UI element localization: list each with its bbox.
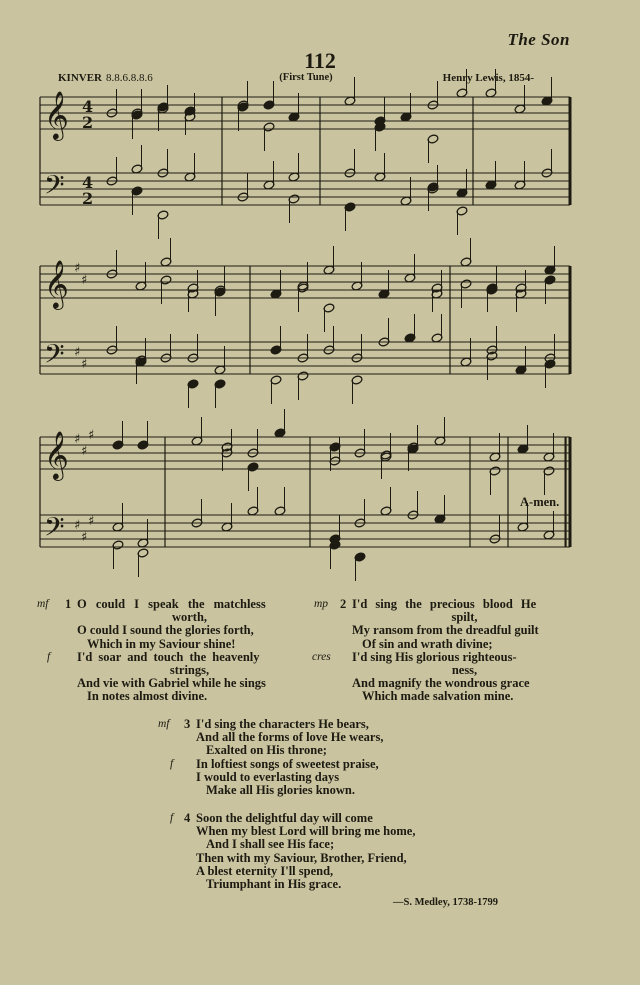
time-signature-top: 4 [82,173,94,192]
time-signature-bottom: 2 [82,189,94,208]
verse-1 [37,597,302,704]
verse-line: I would to everlasting days [196,769,340,784]
verse-line: And all the forms of love He wears, [196,730,384,745]
verse-3 [158,717,456,798]
verse-line: spilt, [451,610,478,625]
tune-note: (First Tune) [279,72,333,83]
bass-clef: 𝄢 [44,338,65,376]
verse-line: Make all His glories known. [206,783,355,798]
sharp-sign: ♯ [74,518,81,533]
verse-number: 1 [65,597,72,611]
sharp-sign: ♯ [74,261,81,276]
verse-number: 3 [184,717,191,731]
sharp-sign: ♯ [74,345,81,360]
verse-line: Triumphant in His grace. [206,877,342,892]
verse-line: In notes almost divine. [87,689,208,704]
verse-line: Which in my Saviour shine! [87,636,236,651]
sharp-sign: ♯ [81,357,88,372]
dynamic-mark: mp [314,598,329,610]
dynamic-mark: mf [37,598,49,610]
verse-line: When my blest Lord will bring me home, [196,824,416,839]
verse-line: Of sin and wrath divine; [362,636,493,651]
verse-line: 2 I'd sing the precious blood He [340,597,537,611]
sharp-sign: ♯ [81,273,88,288]
verse-line: Exalted on His throne; [206,743,327,758]
verse-number: 2 [340,597,347,611]
verse-number: 4 [184,811,191,825]
verse-line: worth, [171,610,208,625]
time-signature-top: 4 [82,97,94,116]
verse-line: ness, [451,663,478,678]
sharp-sign: ♯ [88,514,95,529]
verse-line: In loftiest songs of sweetest praise, [196,756,379,771]
treble-clef: 𝄞 [44,430,69,479]
treble-clef: 𝄞 [44,259,69,308]
tune-name-label: KINVER [58,72,103,84]
verse-line: And vie with Gabriel while he sings [77,676,266,691]
bass-clef: 𝄢 [44,169,65,207]
sharp-sign: ♯ [81,444,88,459]
verse-2 [312,597,577,704]
dynamic-mark: cres [312,651,331,663]
dynamic-mark: f [170,812,174,824]
amen-text: A-men. [520,495,560,509]
sharp-sign: ♯ [81,530,88,545]
time-signature-bottom: 2 [82,113,94,132]
sharp-sign: ♯ [88,428,95,443]
section-title: The Son [507,30,570,49]
verse-line: And magnify the wondrous grace [352,676,530,691]
verse-line: I'd soar and touch the heavenly [77,649,260,664]
treble-clef: 𝄞 [44,90,69,139]
hymn-number: 112 [304,48,336,73]
verse-line: Then with my Saviour, Brother, Friend, [196,850,407,865]
dynamic-mark: f [47,651,51,663]
tune-meter: 8.8.6.8.8.6 [106,72,153,84]
verse-line: My ransom from the dreadful guilt [352,623,539,638]
dynamic-mark: f [170,758,174,770]
dynamic-mark: mf [158,718,170,730]
verse-line: I'd sing His glorious righteous- [352,649,517,664]
bass-clef: 𝄢 [44,511,65,549]
verse-line: O could I sound the glories forth, [77,623,254,638]
composer: Henry Lewis, 1854- [442,72,534,84]
verse-4 [170,811,476,892]
verse-line: Which made salvation mine. [362,689,514,704]
verse-line: 3 I'd sing the characters He bears, [184,717,369,731]
verse-line: A blest eternity I'll spend, [196,863,334,878]
verse-line: And I shall see His face; [206,837,335,852]
verse-line: 4 Soon the delightful day will come [184,811,373,825]
sharp-sign: ♯ [74,432,81,447]
attribution: —S. Medley, 1738-1799 [393,897,498,908]
verse-line: 1 O could I speak the matchless [65,597,266,611]
verse-line: strings, [169,663,210,678]
